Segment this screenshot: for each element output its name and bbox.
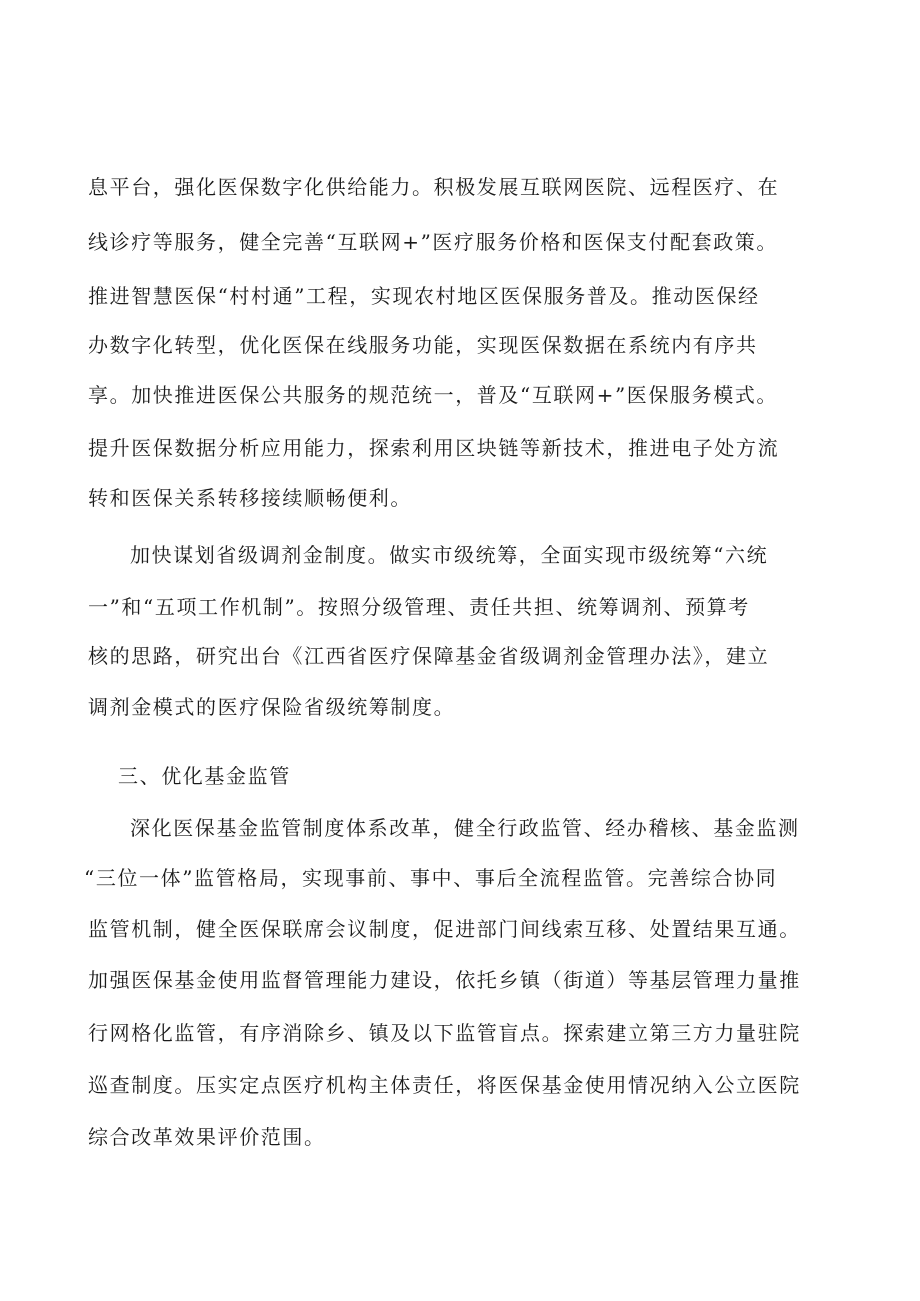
text-line: 加强医保基金使用监督管理能力建设，依托乡镇（街道）等基层管理力量推 (88, 968, 801, 992)
text-line: 监管机制，健全医保联席会议制度，促进部门间线索互移、处置结果互通。 (88, 917, 801, 941)
text-line: 一”和“五项工作机制”。按照分级管理、责任共担、统筹调剂、预算考 (88, 595, 750, 619)
text-line: “三位一体”监管格局，实现事前、事中、事后全流程监管。完善综合协同 (84, 866, 778, 890)
text-line: 办数字化转型，优化医保在线服务功能，实现医保数据在系统内有序共 (88, 333, 758, 357)
text-line: 调剂金模式的医疗保险省级统筹制度。 (88, 695, 456, 719)
text-line: 深化医保基金监管制度体系改革，健全行政监管、经办稽核、基金监测 (130, 816, 800, 840)
text-line: 转和医保关系转移接续顺畅便利。 (88, 486, 412, 510)
text-line: 提升医保数据分析应用能力，探索利用区块链等新技术，推进电子处方流 (88, 436, 780, 460)
text-line: 加快谋划省级调剂金制度。做实市级统筹，全面实现市级统筹“六统 (130, 543, 769, 567)
text-line: 息平台，强化医保数字化供给能力。积极发展互联网医院、远程医疗、在 (88, 175, 780, 199)
text-line: 推进智慧医保“村村通”工程，实现农村地区医保服务普及。推动医保经 (88, 284, 760, 308)
text-line: 综合改革效果评价范围。 (88, 1125, 326, 1149)
text-line: 巡查制度。压实定点医疗机构主体责任，将医保基金使用情况纳入公立医院 (88, 1073, 801, 1097)
text-line: 享。加快推进医保公共服务的规范统一，普及“互联网+”医保服务模式。 (88, 383, 779, 407)
text-line: 行网格化监管，有序消除乡、镇及以下监管盲点。探索建立第三方力量驻院 (88, 1021, 801, 1045)
text-line: 线诊疗等服务，健全完善“互联网+”医疗服务价格和医保支付配套政策。 (88, 230, 779, 254)
text-line: 核的思路，研究出台《江西省医疗保障基金省级调剂金管理办法》，建立 (88, 644, 770, 668)
section-heading: 三、优化基金监管 (118, 764, 291, 788)
